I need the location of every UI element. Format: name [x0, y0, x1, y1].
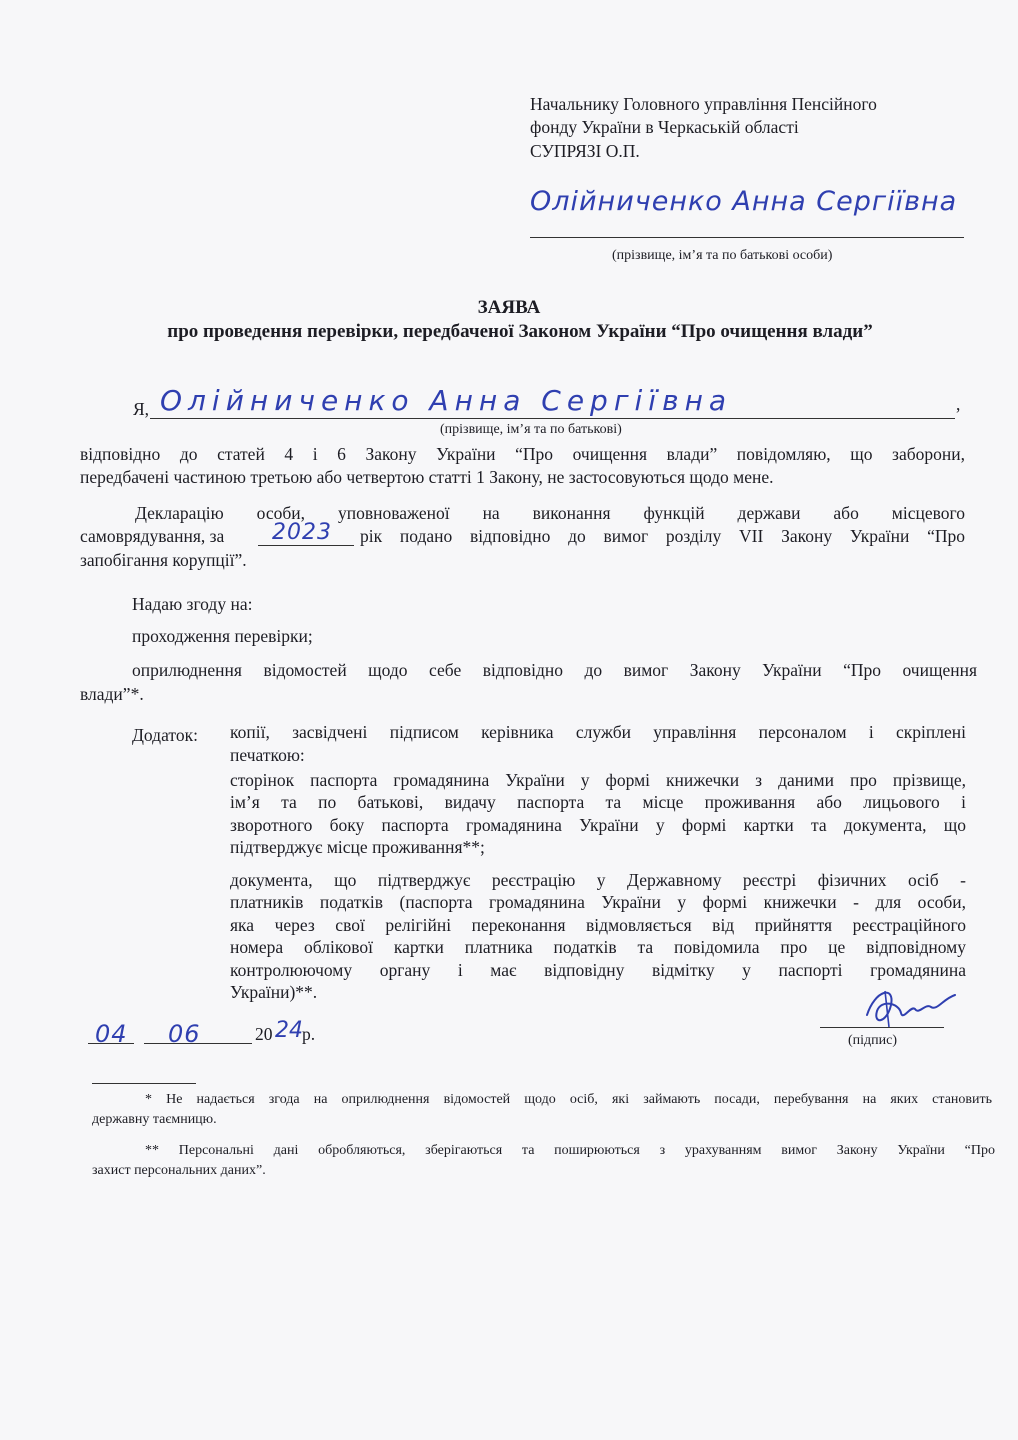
- appendix-item2-line-1: документа, що підтверджує реєстрацію у Державному реєстрі фізичних осіб -: [230, 870, 966, 890]
- applicant-name-handwritten: Олійниченко Анна Сергіївна: [530, 186, 958, 217]
- para2-line-1: Декларацію особи, уповноваженої на виконання функцій держави або місцевого: [135, 503, 965, 523]
- declaration-year-handwritten: 2023: [272, 520, 332, 545]
- applicant-caption: (прізвище, ім’я та по батькові особи): [612, 248, 833, 263]
- i-caption: (прізвище, ім’я та по батькові): [440, 422, 622, 437]
- footnote-1-line-1: * Не надається згода на оприлюднення відомостей щодо осіб, які займають посади, перебування на яких становить: [145, 1092, 992, 1107]
- appendix-item1-line-2: ім’я та по батькові, видачу паспорта та місце проживання або лицьового і: [230, 792, 966, 812]
- appendix-item1-line-1: сторінок паспорта громадянина України у формі книжечки з даними про прізвище,: [230, 770, 966, 790]
- appendix-item2-line-5: контролюючому органу і має відповідну відмітку у паспорті громадянина: [230, 960, 966, 980]
- para2-line-3: запобігання корупції”.: [80, 550, 247, 570]
- appendix-item1-line-3: зворотного боку паспорта громадянина України у формі картки та документа, що: [230, 815, 966, 835]
- signature-line: [820, 1027, 944, 1028]
- date-year-handwritten: 24: [275, 1018, 303, 1043]
- para1-line-2: передбачені частиною третьою або четвертою статті 1 Закону, не застосовуються щодо мене.: [80, 467, 774, 487]
- appendix-item2-line-4: номера облікової картки платника податків та повідомила про це відповідному: [230, 937, 966, 957]
- para2-line-2-after: рік подано відповідно до вимог розділу VII Закону України “Про: [360, 526, 965, 546]
- signature-caption: (підпис): [848, 1033, 898, 1048]
- date-year-suffix: р.: [302, 1024, 316, 1044]
- i-name-handwritten: Олійниченко Анна Сергіївна: [160, 384, 733, 417]
- appendix-intro-line-1: копії, засвідчені підписом керівника служби управління персоналом і скріплені: [230, 722, 966, 742]
- addressee-line-3: СУПРЯЗІ О.П.: [530, 141, 640, 161]
- appendix-label: Додаток:: [132, 725, 198, 745]
- date-year-prefix: 20: [255, 1024, 273, 1044]
- consent-item-2-line-2: влади”*.: [80, 684, 144, 704]
- para2-line-2-before: самоврядування, за: [80, 526, 225, 546]
- footnote-2-line-1: ** Персональні дані обробляються, зберігаються та поширюються з урахуванням вимог Закону України “Про: [145, 1143, 995, 1158]
- document-title: ЗАЯВА: [477, 297, 541, 318]
- date-day-handwritten: 04: [95, 1020, 128, 1048]
- document-subtitle: про проведення перевірки, передбаченої Законом України “Про очищення влади”: [167, 321, 873, 342]
- appendix-intro-line-2: печаткою:: [230, 745, 305, 765]
- appendix-item1-line-4: підтверджує місце проживання**;: [230, 837, 485, 857]
- i-prefix: Я,: [133, 399, 150, 419]
- date-month-line: [144, 1043, 252, 1044]
- addressee-line-1: Начальнику Головного управління Пенсійного: [530, 94, 877, 114]
- applicant-name-line: [530, 237, 964, 238]
- declaration-year-line: [258, 545, 354, 546]
- addressee-line-2: фонду України в Черкаській області: [530, 117, 799, 137]
- appendix-item2-line-2: платників податків (паспорта громадянина України у формі книжечки - для особи,: [230, 892, 966, 912]
- footnote-2-line-2: захист персональних даних”.: [92, 1163, 266, 1178]
- i-suffix: ,: [956, 394, 961, 414]
- para1-line-1: відповідно до статей 4 і 6 Закону України “Про очищення влади” повідомляю, що заборони,: [80, 444, 965, 464]
- date-day-line: [88, 1043, 134, 1044]
- consent-intro: Надаю згоду на:: [132, 594, 253, 614]
- consent-item-2-line-1: оприлюднення відомостей щодо себе відповідно до вимог Закону України “Про очищення: [132, 660, 977, 680]
- consent-item-1: проходження перевірки;: [132, 626, 313, 646]
- appendix-item2-line-6: України)**.: [230, 982, 318, 1002]
- appendix-item2-line-3: яка через свої релігійні переконання відмовляється від прийняття реєстраційного: [230, 915, 966, 935]
- date-month-handwritten: 06: [168, 1020, 201, 1048]
- footnote-separator: [92, 1083, 196, 1084]
- footnote-1-line-2: державну таємницю.: [92, 1112, 217, 1127]
